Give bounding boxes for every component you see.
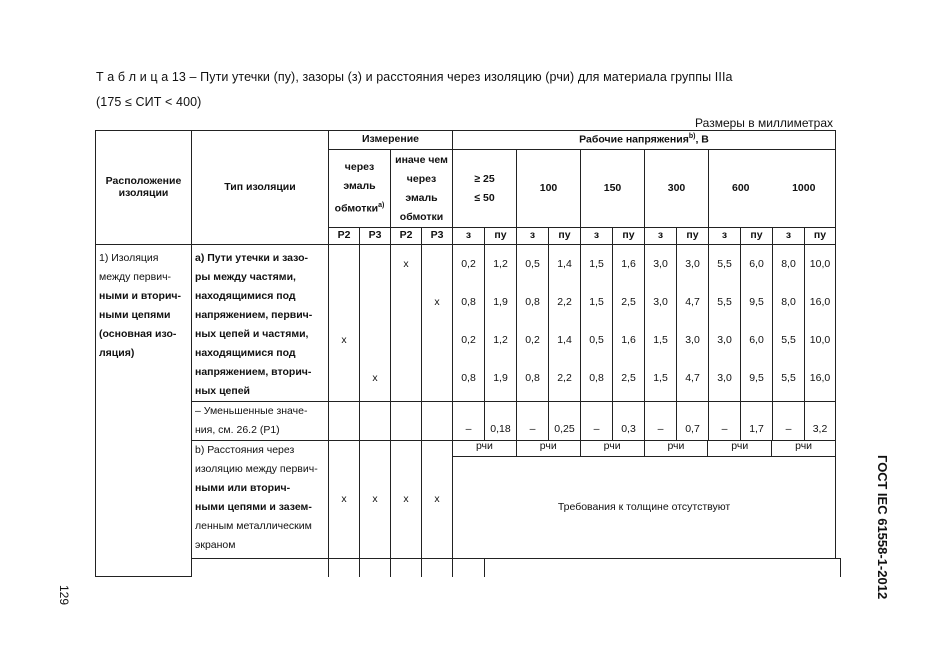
col-z: з xyxy=(645,228,677,245)
rchi-label: рчи xyxy=(581,441,645,456)
col-pu: пу xyxy=(613,228,645,245)
col-pu: пу xyxy=(805,228,836,245)
measure-p3-other: x xyxy=(422,245,453,402)
reduced-value: 3,2 xyxy=(805,402,836,441)
reduced-value: – xyxy=(709,402,741,441)
col-p3: Р3 xyxy=(360,228,391,245)
voltage-150: 150 xyxy=(581,150,645,228)
reduced-value: 0,25 xyxy=(549,402,581,441)
table-continuation xyxy=(453,559,485,577)
voltage-1000: 1000 xyxy=(773,150,836,228)
col-pu: пу xyxy=(485,228,517,245)
table-continuation xyxy=(422,559,453,577)
value-cell: 3,0 4,7 3,0 4,7 xyxy=(677,245,709,402)
reduced-value: – xyxy=(453,402,485,441)
insulation-type-a: а) Пути утечки и зазо- ры между частями, находящимися под напряжением, первич- ных цепей и частями, находящимися под напряжением, вторич- ных цепей xyxy=(192,245,329,402)
value-cell: 3,0 3,0 1,5 1,5 xyxy=(645,245,677,402)
value-cell: 1,2 1,9 1,2 1,9 xyxy=(485,245,517,402)
measure-empty xyxy=(391,402,422,441)
col-p2: Р2 xyxy=(391,228,422,245)
measure-p3-enamel: x xyxy=(360,245,391,402)
insulation-type-b: b) Расстояния через изоляцию между первич- ными или вторич- ными цепями и зазем- ленным металлическим экраном xyxy=(192,441,329,559)
distance-through-insulation xyxy=(453,441,836,559)
table-caption-cti: (175 ≤ СИТ < 400) xyxy=(96,95,202,109)
value-cell: 10,0 16,0 10,0 16,0 xyxy=(805,245,836,402)
header-type: Тип изоляции xyxy=(192,131,329,245)
units-note: Размеры в миллиметрах xyxy=(695,116,833,130)
measure-empty xyxy=(360,402,391,441)
table-continuation xyxy=(192,559,329,577)
rchi-label: рчи xyxy=(645,441,709,456)
col-p3: Р3 xyxy=(422,228,453,245)
col-p2: Р2 xyxy=(329,228,360,245)
measure-mark: x xyxy=(391,441,422,559)
reduced-value: – xyxy=(517,402,549,441)
measure-p2-enamel: x xyxy=(329,245,360,402)
page-number: 129 xyxy=(57,585,71,606)
rchi-label: рчи xyxy=(708,441,772,456)
reduced-value: – xyxy=(645,402,677,441)
col-pu: пу xyxy=(677,228,709,245)
col-z: з xyxy=(581,228,613,245)
value-cell: 5,5 5,5 3,0 3,0 xyxy=(709,245,741,402)
reduced-value: – xyxy=(773,402,805,441)
col-z: з xyxy=(517,228,549,245)
measure-mark: x xyxy=(329,441,360,559)
rchi-label: рчи xyxy=(517,441,581,456)
measure-mark: x xyxy=(422,441,453,559)
voltage-50: ≥ 25 ≤ 50 xyxy=(453,150,517,228)
col-z: з xyxy=(773,228,805,245)
value-cell: 8,0 8,0 5,5 5,5 xyxy=(773,245,805,402)
table-caption: Т а б л и ц а 13 – Пути утечки (пу), зазоры (з) и расстояния через изоляцию (рчи) для материала группы IIIa xyxy=(96,70,733,84)
voltage-600: 600 xyxy=(709,150,773,228)
clearance-table xyxy=(95,130,841,577)
table-continuation xyxy=(391,559,422,577)
reduced-value: 0,3 xyxy=(613,402,645,441)
header-through-enamel: через эмаль обмотки$^{а)}$ xyxy=(329,150,391,228)
value-cell: 1,5 1,5 0,5 0,8 xyxy=(581,245,613,402)
header-location: Расположение изоляции xyxy=(96,131,192,245)
measure-mark: x xyxy=(360,441,391,559)
table-continuation xyxy=(329,559,360,577)
measure-empty xyxy=(422,402,453,441)
voltage-100: 100 xyxy=(517,150,581,228)
rchi-label: рчи xyxy=(453,441,517,456)
rchi-label: рчи xyxy=(795,440,813,452)
no-thickness-requirements: Требования к толщине отсутствуют xyxy=(557,501,731,513)
value-cell: 6,0 9,5 6,0 9,5 xyxy=(741,245,773,402)
col-pu: пу xyxy=(549,228,581,245)
col-z: з xyxy=(453,228,485,245)
measure-p2-other: x xyxy=(391,245,422,402)
reduced-values-label: – Уменьшенные значе- ния, см. 26.2 (Р1) xyxy=(192,402,329,441)
value-cell: 1,6 2,5 1,6 2,5 xyxy=(613,245,645,402)
col-pu: пу xyxy=(741,228,773,245)
reduced-value: – xyxy=(581,402,613,441)
header-working-voltage: Рабочие напряжения$^{b)}$, В xyxy=(453,131,836,150)
header-measurement: Измерение xyxy=(329,131,453,150)
value-cell: 0,5 0,8 0,2 0,8 xyxy=(517,245,549,402)
reduced-value: 0,18 xyxy=(485,402,517,441)
measure-empty xyxy=(329,402,360,441)
reduced-value: 1,7 xyxy=(741,402,773,441)
value-cell: 1,4 2,2 1,4 2,2 xyxy=(549,245,581,402)
header-other-than-enamel: иначе чем через эмаль обмотки xyxy=(391,150,453,228)
standard-number: ГОСТ IEC 61558-1-2012 xyxy=(875,455,890,600)
value-cell: 0,2 0,8 0,2 0,8 xyxy=(453,245,485,402)
table-continuation xyxy=(485,559,841,577)
table-continuation xyxy=(360,559,391,577)
reduced-value: 0,7 xyxy=(677,402,709,441)
voltage-300: 300 xyxy=(645,150,709,228)
insulation-location: 1) Изоляция между первич- ными и вторич- ными цепями (основная изо- ляция) xyxy=(96,245,192,577)
col-z: з xyxy=(709,228,741,245)
